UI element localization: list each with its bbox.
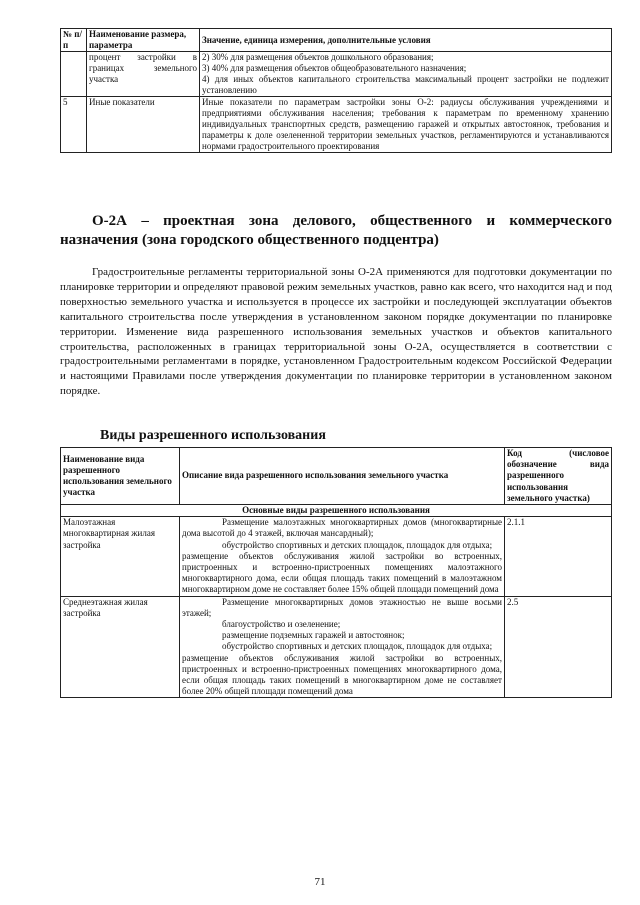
use-name: Среднеэтажная жилая застройка	[61, 596, 180, 698]
parameters-table-header	[61, 29, 612, 52]
col-description-header: Описание вида разрешенного использования земельного участка	[180, 448, 505, 505]
use-description	[180, 596, 505, 698]
row-name: процент застройки в границах земельного участка	[87, 52, 200, 97]
col-name-header: Наименование размера, параметра	[87, 29, 200, 52]
use-description	[180, 517, 505, 596]
description-line: Размещение многоквартирных домов этажностью не выше восьми этажей;	[182, 596, 502, 618]
description-line: размещение объектов обслуживания жилой застройки во встроенных, пристроенных и встроенно-пристроенных помещениях многоквартирного дома, если общая площадь таких помещений в многоквартирном доме не составляет более 20% общей площади помещений дома	[182, 652, 502, 697]
row-number	[61, 52, 87, 97]
col-value-header: Значение, единица измерения, дополнительные условия	[200, 29, 612, 52]
row-value: Иные показатели по параметрам застройки зоны О-2: радиусы обслуживания учреждениями и предприятиями обслуживания населения; требования к параметрам по временному хранению индивидуальных транспортных средств, размещению гаражей и открытых автостоянок, требования и параметры к доле озелененной территории земельных участков, регламентируются и устанавливаются нормами градостроительного проектирования	[200, 97, 612, 153]
value-line: 3) 40% для размещения объектов общеобразовательного назначения;	[202, 63, 467, 73]
description-line: обустройство спортивных и детских площадок, площадок для отдыха;	[222, 539, 493, 550]
use-name: Малоэтажная многоквартирная жилая застройка	[61, 517, 180, 596]
page-number: 71	[314, 876, 326, 888]
use-code: 2.1.1	[505, 517, 612, 596]
col-code-header: Код (числовое обозначение вида разрешенного использования земельного участка)	[505, 448, 612, 505]
body-paragraph: Градостроительные регламенты территориальной зоны О-2А применяются для подготовки документации по планировке территории и определяют правовой режим земельных участков, равно как всего, что находится над и под поверхностью земельного участка и используется в процессе их застройки и последующей эксплуатации объектов капитального строительства после утверждения в установленном законом порядке документации по планировке территории. Изменение вида разрешенного использования земельных участков и объектов капитального строительства, расположенных в границах территориальной зоны О-2А, осуществляется в соответствии с градостроительными регламентами в порядке, установленном Градостроительным кодексом Российской Федерации и настоящими Правилами после утверждения документации по планировке территории в установленном законом порядке.	[60, 266, 612, 398]
section-subheading: Виды разрешенного использования	[100, 428, 326, 443]
value-line: 2) 30% для размещения объектов дошкольного образования;	[202, 52, 434, 62]
table-row	[61, 97, 612, 153]
row-value	[200, 52, 612, 97]
row-number: 5	[61, 97, 87, 153]
permitted-uses-header	[61, 448, 612, 505]
zone-heading: О-2А – проектная зона делового, общественного и коммерческого назначения (зона городского общественного подцентра)	[60, 213, 612, 248]
row-name: Иные показатели	[87, 97, 200, 153]
col-number-header: № п/п	[61, 29, 87, 52]
section-title: Основные виды разрешенного использования	[61, 505, 612, 517]
value-line: 4) для иных объектов капитального строительства максимальный процент застройки не подлежит установлению	[202, 74, 609, 95]
section-row	[61, 505, 612, 517]
table-row	[61, 517, 612, 596]
description-line: обустройство спортивных и детских площадок, площадок для отдыха;	[222, 641, 493, 652]
parameters-table	[60, 28, 612, 153]
use-code: 2.5	[505, 596, 612, 698]
description-line: размещение объектов обслуживания жилой застройки во встроенных, пристроенных и встроенно-пристроенных помещениях малоэтажного многоквартирного дома, если общая площадь таких помещений в малоэтажном многоквартирном доме не составляет более 15% общей площади помещений дома	[182, 550, 502, 595]
description-line: Размещение малоэтажных многоквартирных домов (многоквартирные дома высотой до 4 этажей, включая мансардный);	[182, 517, 502, 539]
col-use-name-header: Наименование вида разрешенного использования земельного участка	[61, 448, 180, 505]
table-row	[61, 596, 612, 698]
description-line: размещение подземных гаражей и автостоянок;	[222, 630, 405, 641]
permitted-uses-table	[60, 447, 612, 698]
table-row	[61, 52, 612, 97]
description-line: благоустройство и озеленение;	[222, 619, 341, 630]
